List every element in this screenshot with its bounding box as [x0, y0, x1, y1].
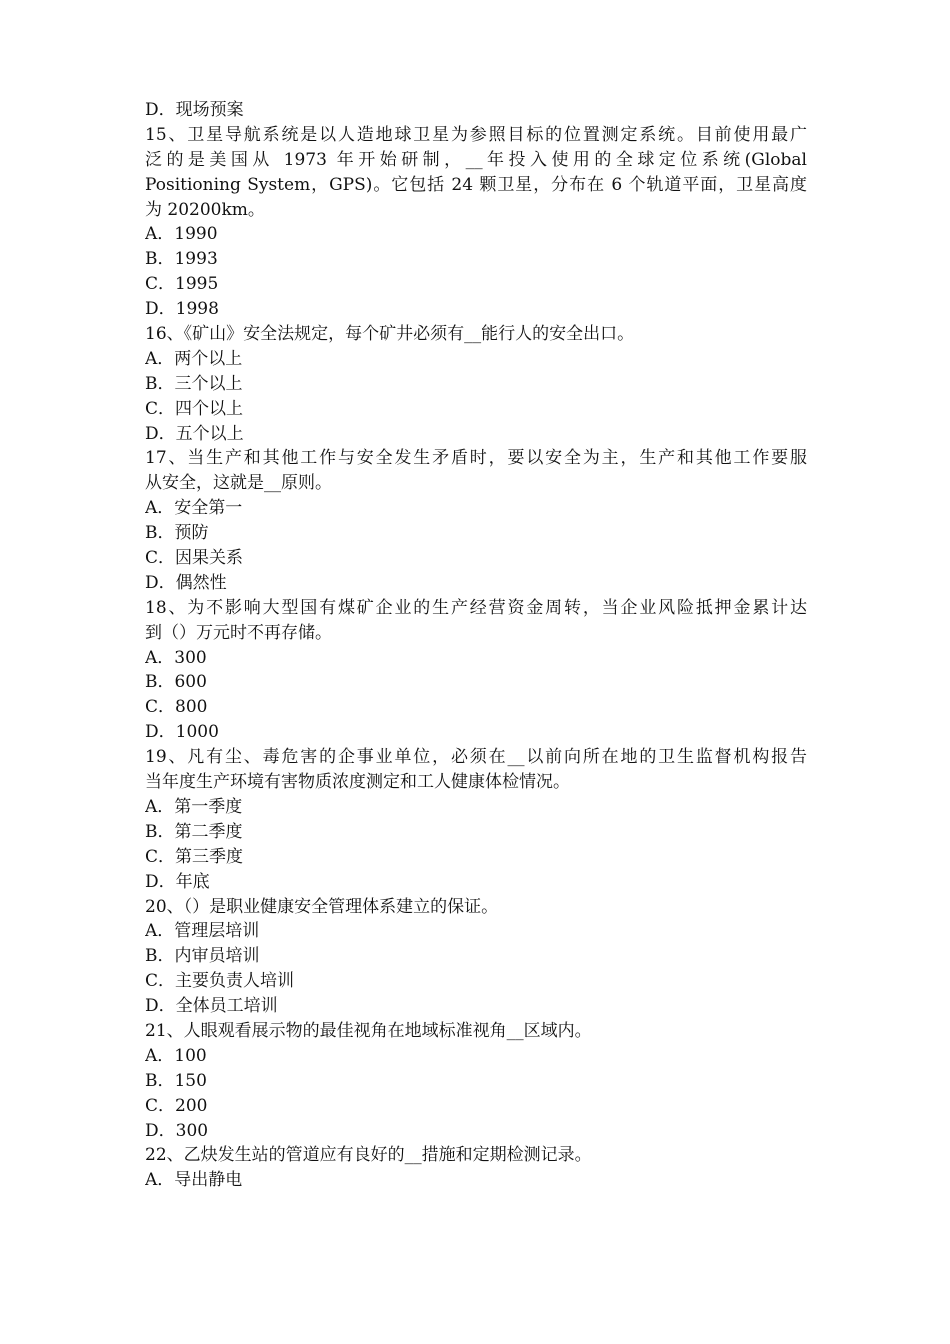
- question-15-text: 为 20200km。: [145, 199, 265, 220]
- question-15-text: 泛的是美国从 1973 年开始研制，__年投入使用的全球定位系统(Global: [145, 149, 807, 170]
- option-d: D．全体员工培训: [145, 996, 278, 1017]
- option-c: C．第三季度: [145, 846, 244, 867]
- question-20-text: 20、（）是职业健康安全管理体系建立的保证。: [145, 896, 499, 917]
- question-18-text: 18、为不影响大型国有煤矿企业的生产经营资金周转，当企业风险抵押金累计达: [145, 597, 807, 618]
- question-19-text: 当年度生产环境有害物质浓度测定和工人健康体检情况。: [145, 772, 570, 793]
- document-page: [145, 98, 807, 1193]
- option-d: D．偶然性: [145, 572, 227, 593]
- option-a: A．安全第一: [145, 498, 243, 519]
- option-c: C．因果关系: [145, 548, 244, 569]
- option-d: D．年底: [145, 871, 210, 892]
- question-19-text: 19、凡有尘、毒危害的企事业单位，必须在__以前向所在地的卫生监督机构报告: [145, 747, 807, 768]
- option-a: A．1990: [145, 224, 218, 245]
- question-15-text: Positioning System，GPS)。它包括 24 颗卫星，分布在 6 个轨道平面，卫星高度: [145, 174, 807, 195]
- option-b: B．第二季度: [145, 821, 243, 842]
- option-b: B．预防: [145, 523, 209, 544]
- option-c: C．主要负责人培训: [145, 971, 295, 992]
- option-c: C．四个以上: [145, 398, 244, 419]
- question-22-text: 22、乙炔发生站的管道应有良好的__措施和定期检测记录。: [145, 1145, 592, 1166]
- option-b: B．150: [145, 1070, 207, 1091]
- question-18-text: 到（）万元时不再存储。: [145, 622, 332, 643]
- option-c: C．200: [145, 1095, 208, 1116]
- option-d: D．300: [145, 1120, 209, 1141]
- option-d: D．1000: [145, 722, 219, 743]
- option-a: A．第一季度: [145, 796, 243, 817]
- option-b: B．1993: [145, 249, 218, 270]
- option-d: D．1998: [145, 299, 219, 320]
- question-15-text: 15、卫星导航系统是以人造地球卫星为参照目标的位置测定系统。目前使用最广: [145, 124, 807, 145]
- option-c: C．800: [145, 697, 208, 718]
- option-d: D．五个以上: [145, 423, 244, 444]
- question-17-text: 17、当生产和其他工作与安全发生矛盾时，要以安全为主，生产和其他工作要服: [145, 448, 807, 469]
- option-d: D．现场预案: [145, 100, 244, 120]
- option-c: C．1995: [145, 274, 219, 295]
- question-16-text: 16、《矿山》安全法规定，每个矿井必须有__能行人的安全出口。: [145, 324, 635, 345]
- question-21-text: 21、人眼观看展示物的最佳视角在地域标准视角__区域内。: [145, 1020, 592, 1041]
- option-a: A．100: [145, 1045, 207, 1066]
- option-b: B．600: [145, 672, 207, 693]
- option-a: A．导出静电: [145, 1170, 243, 1191]
- option-a: A．两个以上: [145, 348, 243, 369]
- option-b: B．三个以上: [145, 373, 243, 394]
- option-a: A．300: [145, 647, 207, 668]
- option-a: A．管理层培训: [145, 921, 260, 942]
- option-b: B．内审员培训: [145, 946, 260, 967]
- question-17-text: 从安全，这就是__原则。: [145, 473, 332, 494]
